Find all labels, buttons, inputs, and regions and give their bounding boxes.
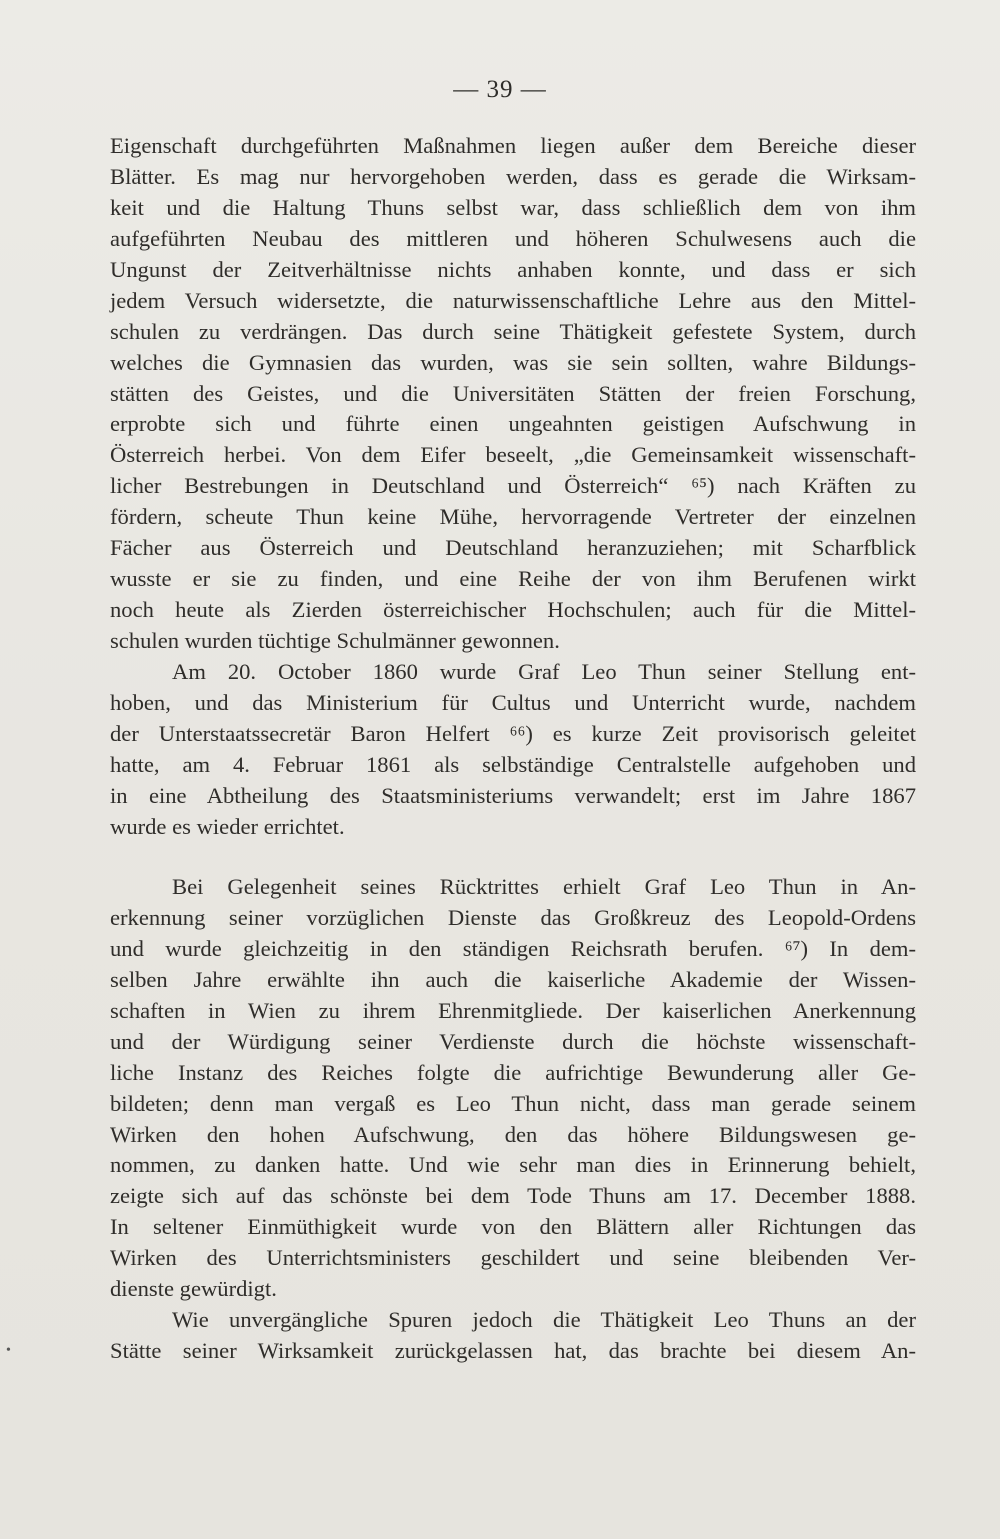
text-line: Ungunst der Zeitverhältnisse nichts anhaben konnte, und dass er sich: [110, 256, 916, 282]
text-line: Österreich herbei. Von dem Eifer beseelt, „die Gemeinsamkeit wissenschaft-: [110, 442, 916, 468]
text-line: keit und die Haltung Thuns selbst war, dass schließlich dem von ihm: [110, 194, 916, 220]
text-line: Wirken des Unterrichtsministers geschildert und seine bleibenden Ver-: [110, 1245, 916, 1271]
text-line: schaften in Wien zu ihrem Ehrenmitgliede. Der kaiserlichen Anerkennung: [110, 997, 916, 1023]
text-line: dienste gewürdigt.: [110, 1276, 277, 1302]
text-line: schulen wurden tüchtige Schulmänner gewonnen.: [110, 628, 560, 653]
text-line: selben Jahre erwählte ihn auch die kaiserliche Akademie der Wissen-: [110, 966, 916, 992]
text-line: Eigenschaft durchgeführten Maßnahmen liegen außer dem Bereiche dieser: [110, 133, 916, 158]
text-line: wusste er sie zu finden, und eine Reihe der von ihm Berufenen wirkt: [110, 566, 916, 592]
text-line: jedem Versuch widersetzte, die naturwissenschaftliche Lehre aus den Mittel-: [110, 287, 916, 313]
margin-dot: •: [6, 1343, 11, 1358]
text-line: fördern, scheute Thun keine Mühe, hervorragende Vertreter der einzelnen: [110, 504, 916, 530]
text-line: welches die Gymnasien das wurden, was sie sein sollten, wahre Bildungs-: [110, 349, 916, 375]
text-line: nommen, zu danken hatte. Und wie sehr man dies in Erinnerung behielt,: [110, 1152, 916, 1178]
text-line: schulen zu verdrängen. Das durch seine Thätigkeit gefestete System, durch: [110, 318, 916, 344]
text-line: und der Würdigung seiner Verdienste durch die höchste wissenschaft-: [110, 1028, 916, 1054]
text-line: Stätte seiner Wirksamkeit zurückgelassen hat, das brachte bei diesem An-: [110, 1338, 916, 1364]
text-line: in eine Abtheilung des Staatsministeriums verwandelt; erst im Jahre 1867: [110, 782, 916, 808]
text-line: der Unterstaatssecretär Baron Helfert ⁶⁶) es kurze Zeit provisorisch geleitet: [110, 720, 916, 746]
text-line: noch heute als Zierden österreichischer Hochschulen; auch für die Mittel-: [110, 597, 916, 623]
text-block-2: [110, 872, 916, 1367]
text-line: hoben, und das Ministerium für Cultus und Unterricht wurde, nachdem: [110, 689, 916, 715]
text-line: Wie unvergängliche Spuren jedoch die Thätigkeit Leo Thuns an der: [172, 1307, 916, 1333]
text-line: Wirken den hohen Aufschwung, den das höhere Bildungswesen ge-: [110, 1121, 916, 1147]
text-line: zeigte sich auf das schönste bei dem Tode Thuns am 17. December 1888.: [110, 1183, 916, 1209]
page-number: — 39 —: [453, 76, 547, 103]
text-line: erprobte sich und führte einen ungeahnten geistigen Aufschwung in: [110, 411, 916, 437]
text-line: Am 20. October 1860 wurde Graf Leo Thun seiner Stellung ent-: [172, 658, 916, 684]
text-line: In seltener Einmüthigkeit wurde von den Blättern aller Richtungen das: [110, 1214, 916, 1240]
text-line: wurde es wieder errichtet.: [110, 813, 345, 839]
text-line: Bei Gelegenheit seines Rücktrittes erhielt Graf Leo Thun in An-: [172, 874, 916, 899]
text-block-1: [110, 131, 916, 843]
text-line: licher Bestrebungen in Deutschland und Österreich“ ⁶⁵) nach Kräften zu: [110, 473, 916, 499]
text-line: aufgeführten Neubau des mittleren und höheren Schulwesens auch die: [110, 225, 916, 251]
text-line: hatte, am 4. Februar 1861 als selbständige Centralstelle aufgehoben und: [110, 751, 916, 777]
text-line: Fächer aus Österreich und Deutschland heranzuziehen; mit Scharfblick: [110, 535, 916, 561]
text-line: und wurde gleichzeitig in den ständigen Reichsrath berufen. ⁶⁷) In dem-: [110, 935, 916, 961]
text-line: Blätter. Es mag nur hervorgehoben werden, dass es gerade die Wirksam-: [110, 163, 916, 189]
text-line: erkennung seiner vorzüglichen Dienste das Großkreuz des Leopold-Ordens: [110, 904, 916, 930]
text-line: stätten des Geistes, und die Universitäten Stätten der freien Forschung,: [110, 380, 916, 406]
text-line: liche Instanz des Reiches folgte die aufrichtige Bewunderung aller Ge-: [110, 1059, 916, 1085]
text-line: bildeten; denn man vergaß es Leo Thun nicht, dass man gerade seinem: [110, 1090, 916, 1116]
